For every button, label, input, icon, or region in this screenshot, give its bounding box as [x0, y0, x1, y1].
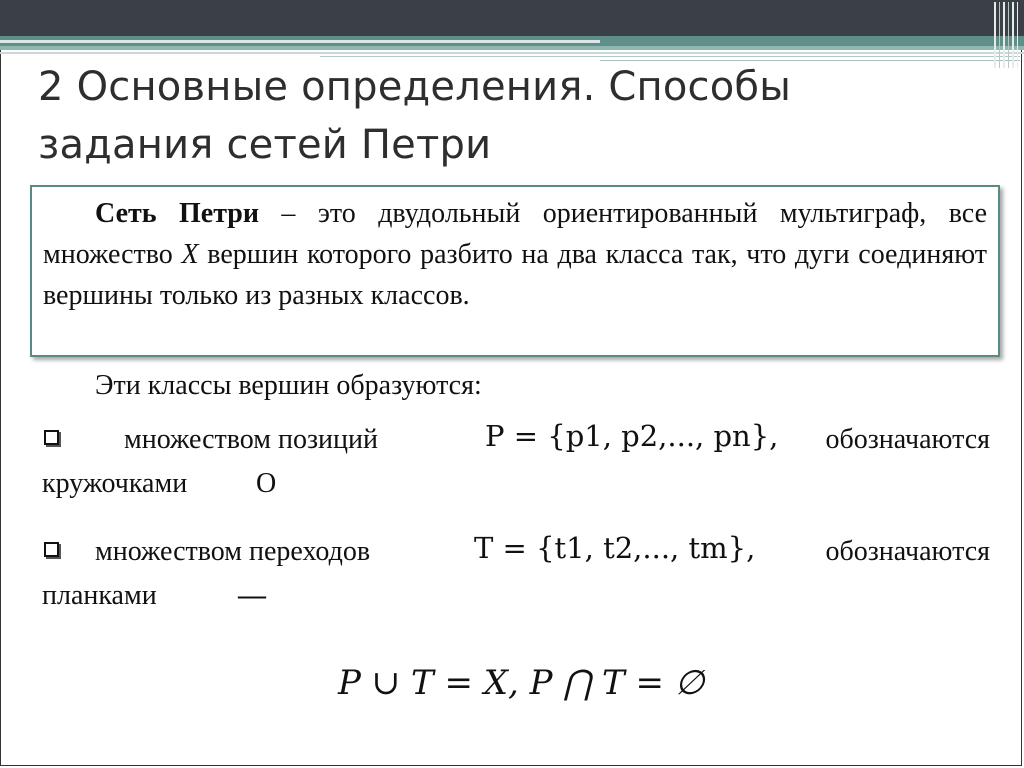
list-item-positions-cont [42, 462, 990, 506]
definition-text: – это двудольный ориентированный мультиграф, все множество [43, 198, 987, 270]
list-item-transitions [42, 530, 990, 574]
header-line [0, 52, 1024, 54]
sets-formula: P ∪ T = X, P ⋂ T = ∅ [338, 663, 705, 703]
bar-symbol: — [238, 580, 266, 611]
list-item-positions [42, 418, 990, 462]
slide-title: 2 Основные определения. Способы задания сетей Петри [38, 64, 792, 168]
item-continuation: кружочками [42, 468, 188, 499]
formula-text: P = {p1, p2,..., pn}, [485, 419, 779, 453]
positions-formula [485, 414, 778, 458]
definition-var: X [181, 239, 199, 270]
header-sub-bar [0, 46, 1024, 50]
intro-text: Эти классы вершин образуются: [95, 370, 482, 401]
header-line [320, 56, 1020, 57]
definition-term: Сеть Петри [95, 198, 259, 229]
header-bar [0, 0, 1024, 38]
checkbox-bullet-icon [44, 430, 59, 445]
circle-symbol: О [256, 468, 277, 499]
transitions-formula [474, 526, 755, 570]
definition-text: вершин которого разбито на два класса так, что дуги соединяют вершины только из разных классов. [43, 239, 987, 311]
item-note: обозначаются [825, 536, 990, 567]
item-continuation: планками [42, 580, 157, 611]
definition-box [30, 185, 1000, 357]
checkbox-bullet-icon [44, 542, 59, 557]
item-label: множеством позиций [124, 424, 378, 455]
list-item-transitions-cont [42, 574, 990, 618]
header-stripes [994, 2, 1018, 68]
header-highlight-line [0, 40, 600, 43]
formula-text: T = {t1, t2,..., tm}, [474, 531, 756, 565]
item-note: обозначаются [825, 424, 990, 455]
item-label: множеством переходов [95, 536, 371, 567]
